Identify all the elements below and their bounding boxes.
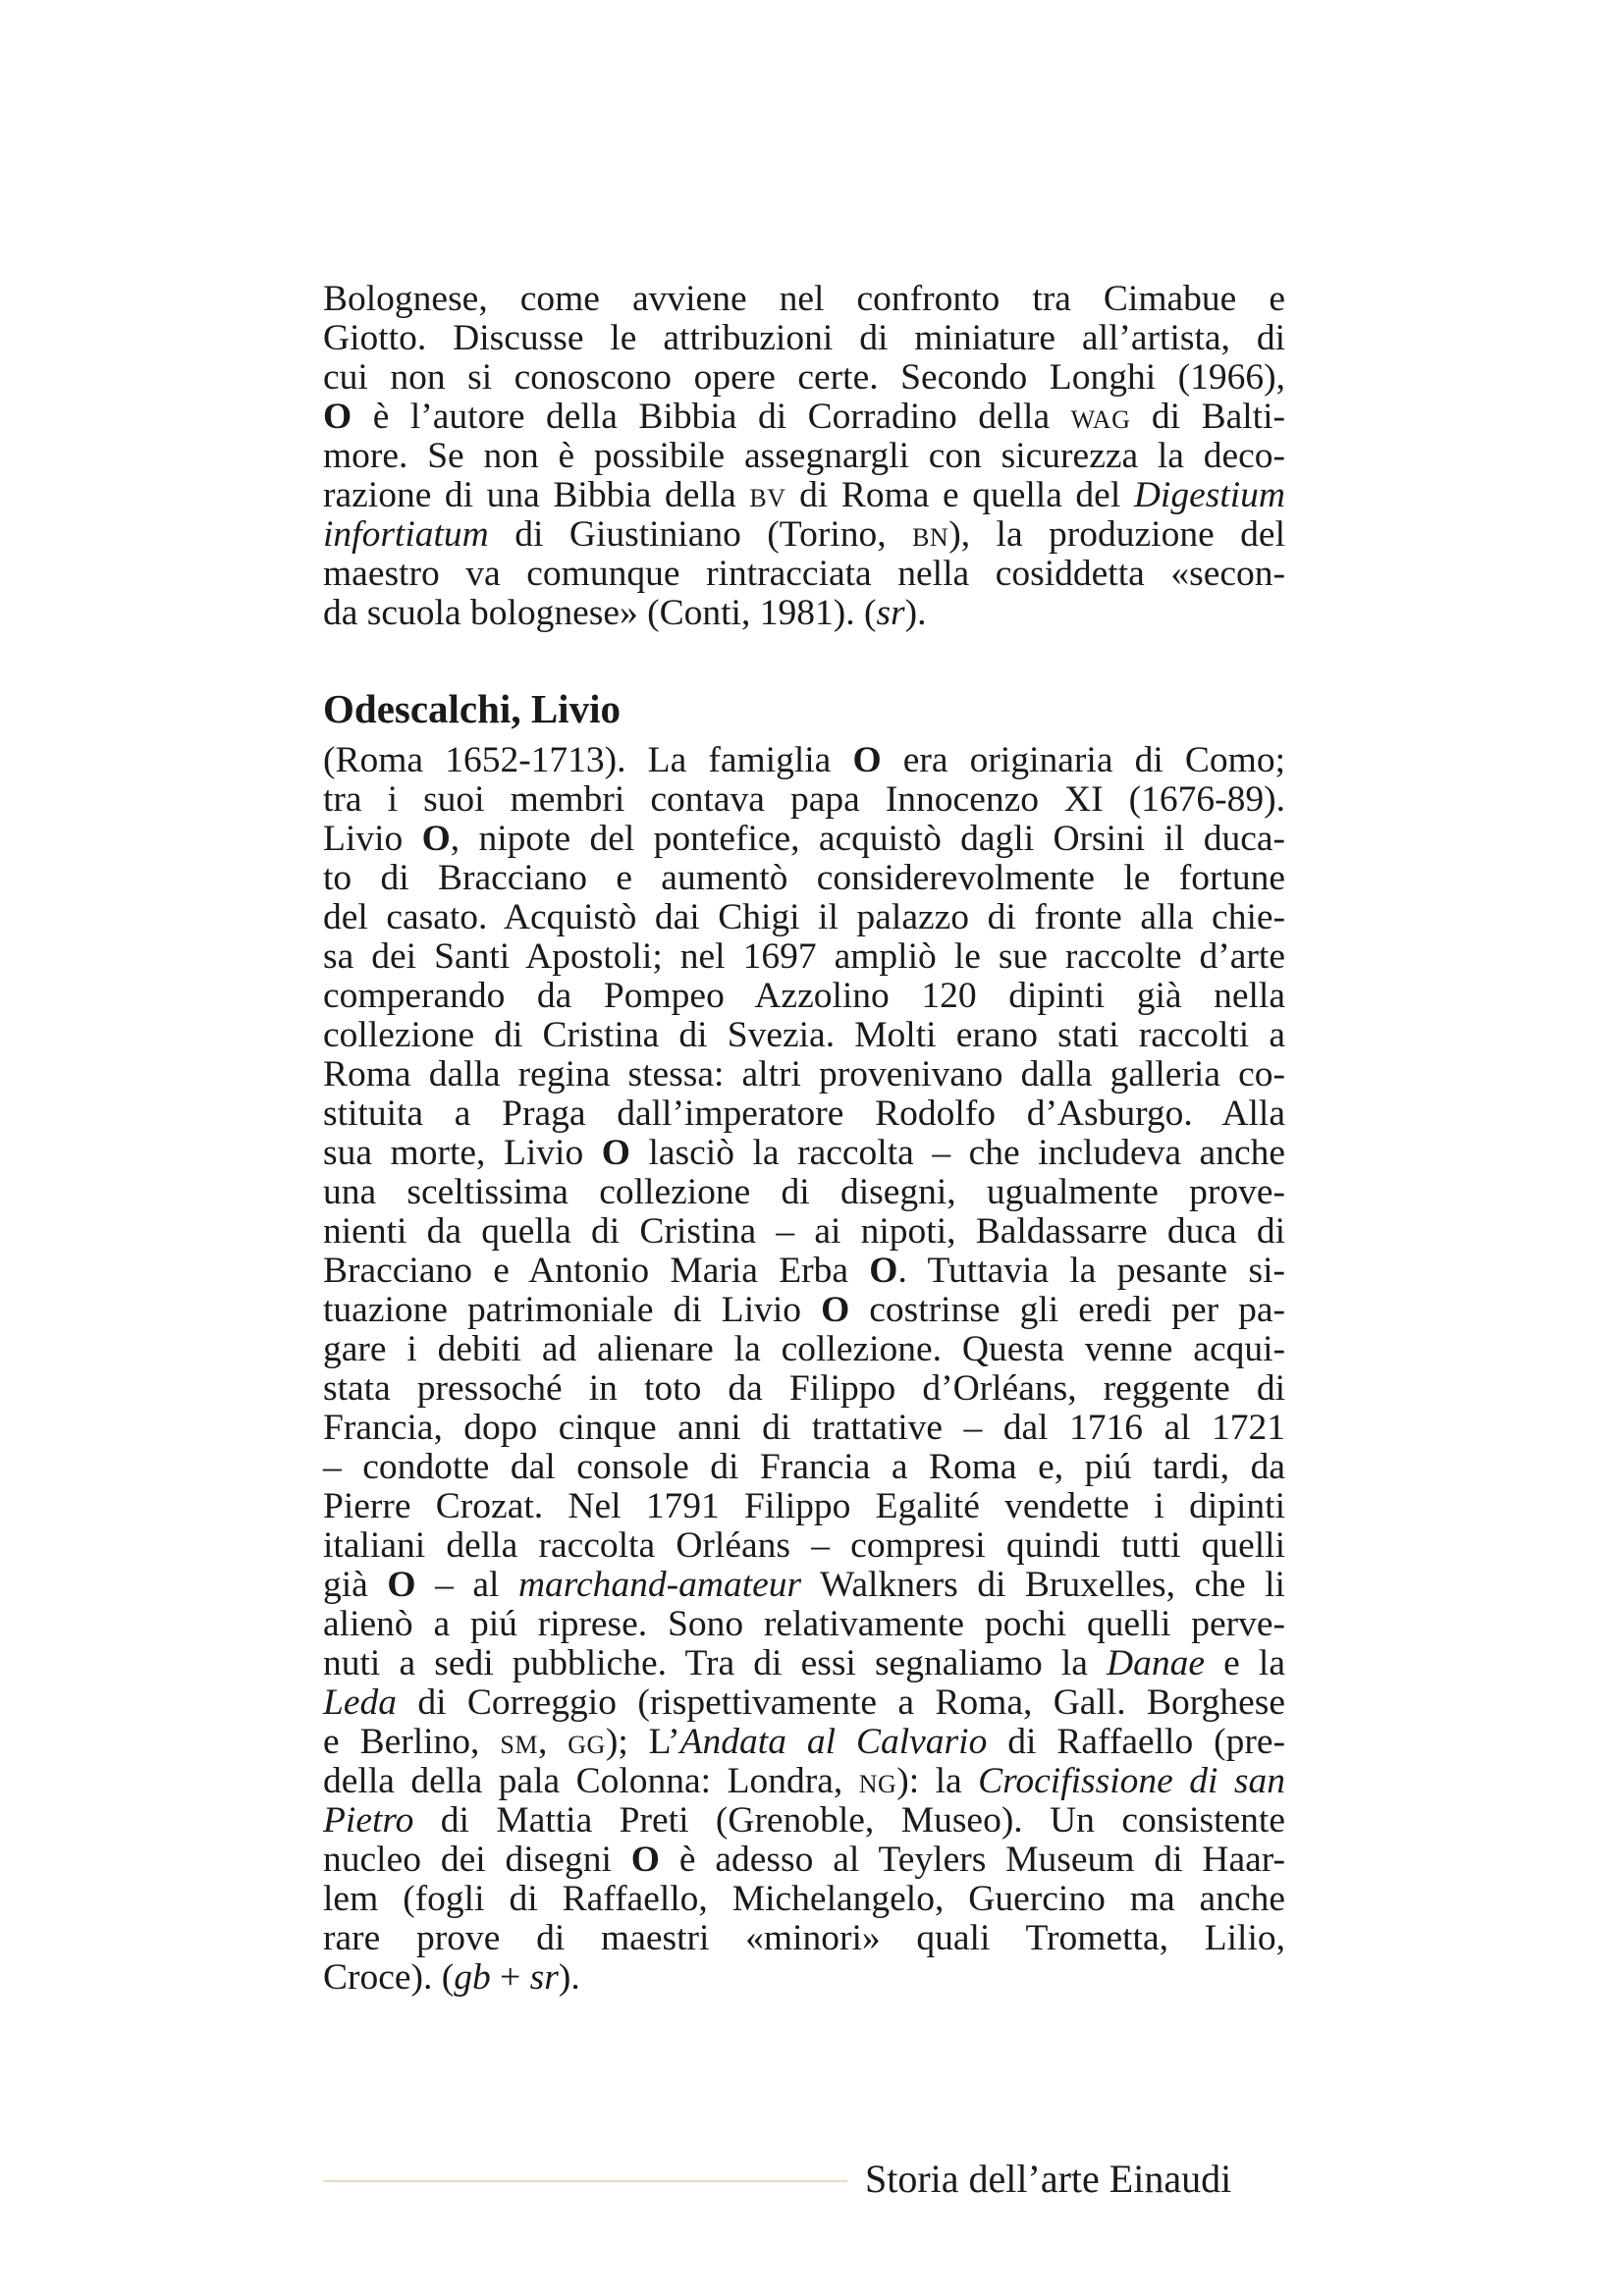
text-line: sua morte, Livio O lasciò la raccolta – che includeva anche [323, 1133, 1285, 1173]
text-line: Giotto. Discusse le attribuzioni di miniature all’artista, di [323, 318, 1285, 358]
entry-heading: Odescalchi, Livio [323, 686, 621, 731]
text-line: Roma dalla regina stessa: altri provenivano dalla galleria co- [323, 1054, 1285, 1095]
text-line: nuti a sedi pubbliche. Tra di essi segnaliamo la Danae e la [323, 1643, 1285, 1683]
text-line: Leda di Correggio (rispettivamente a Roma, Gall. Borghese [323, 1682, 1285, 1723]
text-line: comperando da Pompeo Azzolino 120 dipinti già nella [323, 976, 1285, 1016]
text-line: stata pressoché in toto da Filippo d’Orléans, reggente di [323, 1368, 1285, 1409]
entry-body [323, 741, 1285, 1998]
previous-entry-continuation [323, 280, 1285, 633]
text-line: una sceltissima collezione di disegni, ugualmente prove- [323, 1172, 1285, 1212]
text-line: tra i suoi membri contava papa Innocenzo XI (1676-89). [323, 779, 1285, 820]
text-line: sa dei Santi Apostoli; nel 1697 ampliò le sue raccolte d’arte [323, 936, 1285, 977]
footer-rule [323, 2180, 847, 2182]
text-line: Croce). (gb + sr). [323, 1957, 580, 1998]
text-line: maestro va comunque rintracciata nella cosiddetta «secon- [323, 554, 1285, 594]
text-line: O è l’autore della Bibbia di Corradino della wag di Balti- [323, 397, 1285, 437]
text-line: italiani della raccolta Orléans – compresi quindi tutti quelli [323, 1525, 1285, 1566]
text-line: Pietro di Mattia Preti (Grenoble, Museo). Un consistente [323, 1800, 1285, 1841]
text-line: collezione di Cristina di Svezia. Molti erano stati raccolti a [323, 1015, 1285, 1055]
text-line: infortiatum di Giustiniano (Torino, bn), la produzione del [323, 514, 1285, 555]
text-line: more. Se non è possibile assegnargli con sicurezza la deco- [323, 436, 1285, 476]
text-line: Livio O, nipote del pontefice, acquistò dagli Orsini il duca- [323, 819, 1285, 859]
text-line: gare i debiti ad alienare la collezione. Questa venne acqui- [323, 1329, 1285, 1369]
text-line: e Berlino, sm, gg); L’Andata al Calvario di Raffaello (pre- [323, 1722, 1285, 1762]
text-line: rare prove di maestri «minori» quali Trometta, Lilio, [323, 1918, 1285, 1958]
text-line: alienò a piú riprese. Sono relativamente pochi quelli perve- [323, 1604, 1285, 1644]
text-line: da scuola bolognese» (Conti, 1981). (sr). [323, 593, 927, 633]
text-line: già O – al marchand-amateur Walkners di Bruxelles, che li [323, 1565, 1285, 1605]
text-line: lem (fogli di Raffaello, Michelangelo, Guercino ma anche [323, 1879, 1285, 1919]
text-line: Francia, dopo cinque anni di trattative – dal 1716 al 1721 [323, 1408, 1285, 1448]
text-line: to di Bracciano e aumentò considerevolmente le fortune [323, 858, 1285, 898]
text-line: tuazione patrimoniale di Livio O costrinse gli eredi per pa- [323, 1290, 1285, 1330]
text-line: del casato. Acquistò dai Chigi il palazzo di fronte alla chie- [323, 897, 1285, 937]
text-line: stituita a Praga dall’imperatore Rodolfo d’Asburgo. Alla [323, 1094, 1285, 1134]
text-line: della della pala Colonna: Londra, ng): la Crocifissione di san [323, 1761, 1285, 1801]
text-line: Bracciano e Antonio Maria Erba O. Tuttavia la pesante si- [323, 1251, 1285, 1291]
text-line: – condotte dal console di Francia a Roma e, piú tardi, da [323, 1447, 1285, 1487]
text-line: Bolognese, come avviene nel confronto tra Cimabue e [323, 279, 1285, 319]
text-line: cui non si conoscono opere certe. Secondo Longhi (1966), [323, 357, 1285, 398]
text-line: nienti da quella di Cristina – ai nipoti, Baldassarre duca di [323, 1211, 1285, 1252]
footer-title: Storia dell’arte Einaudi [865, 2157, 1232, 2201]
text-line: razione di una Bibbia della bv di Roma e quella del Digestium [323, 475, 1285, 515]
text-line: nucleo dei disegni O è adesso al Teylers Museum di Haar- [323, 1840, 1285, 1880]
text-line: (Roma 1652-1713). La famiglia O era originaria di Como; [323, 740, 1285, 780]
text-line: Pierre Crozat. Nel 1791 Filippo Egalité vendette i dipinti [323, 1486, 1285, 1526]
